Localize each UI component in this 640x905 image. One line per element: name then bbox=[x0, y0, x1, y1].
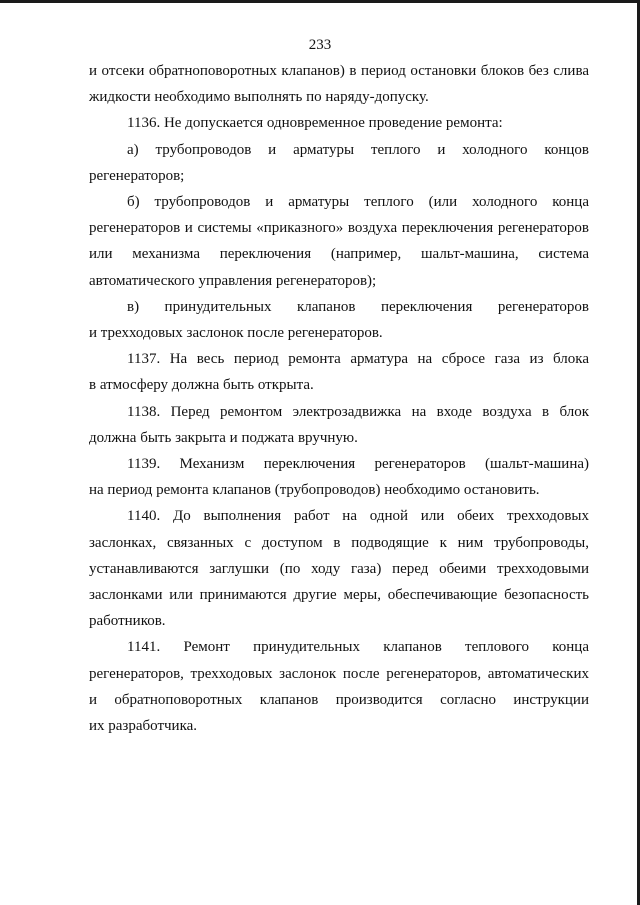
text-line: 1139. Механизм переключения регенераторов (шальт-машина) bbox=[127, 456, 589, 473]
text-line: автоматического управления регенераторов); bbox=[89, 272, 377, 289]
text-line: а) трубопроводов и арматуры теплого и холодного концов bbox=[127, 141, 589, 158]
text-line: 1141. Ремонт принудительных клапанов теплового конца bbox=[127, 639, 589, 656]
text-line: 1140. До выполнения работ на одной или обеих трехходовых bbox=[127, 508, 589, 525]
text-line: в атмосферу должна быть открыта. bbox=[89, 377, 314, 394]
text-line: 1137. На весь период ремонта арматура на сбросе газа из блока bbox=[127, 351, 589, 368]
scan-edge-top bbox=[0, 0, 640, 3]
paragraph-1136-b bbox=[89, 189, 589, 294]
text-line: устанавливаются заглушки (по ходу газа) перед обеими трехходовыми bbox=[89, 560, 589, 577]
page-number: 233 bbox=[308, 37, 332, 53]
paragraph-1137 bbox=[89, 346, 589, 398]
text-line: заслонками или принимаются другие меры, обеспечивающие безопасность bbox=[89, 587, 589, 604]
text-line: регенераторов и системы «приказного» воздуха переключения регенераторов bbox=[89, 220, 589, 237]
text-line: б) трубопроводов и арматуры теплого (или холодного конца bbox=[127, 194, 589, 211]
document-body bbox=[89, 58, 589, 739]
text-line: и отсеки обратноповоротных клапанов) в период остановки блоков без слива bbox=[89, 63, 589, 79]
paragraph-1138 bbox=[89, 399, 589, 451]
paragraph-continuation bbox=[89, 58, 589, 110]
paragraph-1136-a bbox=[89, 137, 589, 189]
text-line: на период ремонта клапанов (трубопроводов) необходимо остановить. bbox=[89, 482, 540, 499]
text-line: в) принудительных клапанов переключения регенераторов bbox=[127, 298, 589, 315]
text-line: 1136. Не допускается одновременное проведение ремонта: bbox=[127, 115, 503, 132]
text-line: и трехходовых заслонок после регенераторов. bbox=[89, 325, 383, 342]
text-line: должна быть закрыта и поджата вручную. bbox=[89, 429, 358, 446]
text-line: и обратноповоротных клапанов производится согласно инструкции bbox=[89, 691, 589, 708]
paragraph-1136 bbox=[89, 110, 589, 136]
paragraph-1140 bbox=[89, 503, 589, 634]
text-line: регенераторов; bbox=[89, 167, 185, 184]
paragraph-1136-v bbox=[89, 294, 589, 346]
text-line: или механизма переключения (например, шальт-машина, система bbox=[89, 246, 589, 263]
text-line: 1138. Перед ремонтом электрозадвижка на входе воздуха в блок bbox=[127, 403, 589, 420]
paragraph-1139 bbox=[89, 451, 589, 503]
text-line: их разработчика. bbox=[89, 718, 198, 735]
text-line: регенераторов, трехходовых заслонок после регенераторов, автоматических bbox=[89, 665, 589, 682]
text-line: работников. bbox=[89, 613, 166, 630]
paragraph-1141 bbox=[89, 634, 589, 739]
text-line: заслонках, связанных с доступом в подводящие к ним трубопроводы, bbox=[89, 534, 589, 551]
text-line: жидкости необходимо выполнять по наряду-допуску. bbox=[89, 89, 429, 106]
